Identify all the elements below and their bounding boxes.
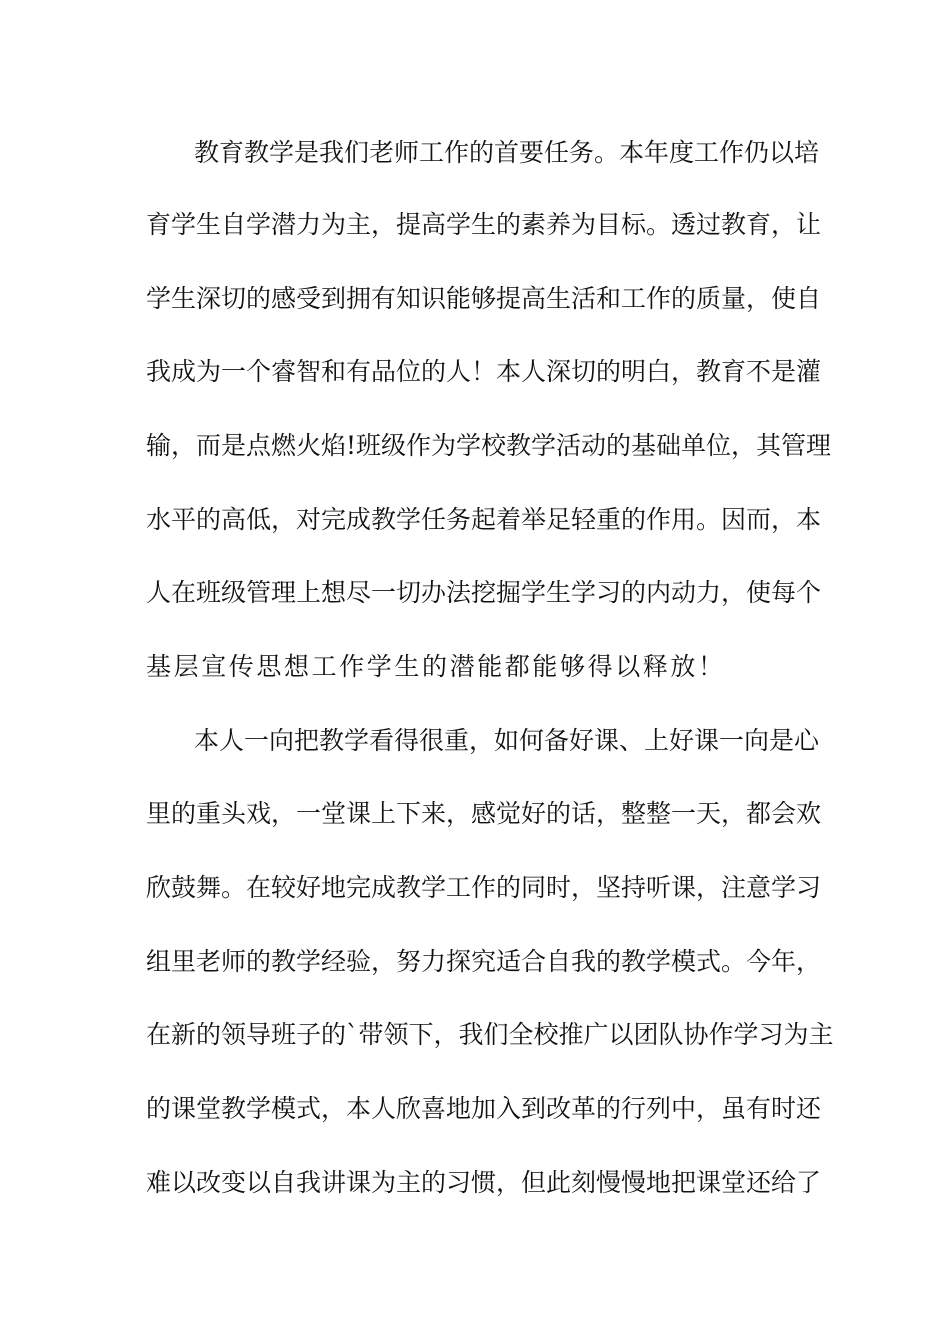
paragraph-2-line-1: 本人一向把教学看得很重，如何备好课、上好课一向是心 — [194, 726, 820, 755]
paragraph-2-line-7: 难以改变以自我讲课为主的习惯，但此刻慢慢地把课堂还给了 — [146, 1168, 822, 1197]
paragraph-1-line-7: 人在班级管理上想尽一切办法挖掘学生学习的内动力，使每个 — [146, 578, 822, 607]
paragraph-2-line-2: 里的重头戏，一堂课上下来，感觉好的话，整整一天，都会欢 — [146, 799, 822, 828]
paragraph-2-line-6: 的课堂教学模式，本人欣喜地加入到改革的行列中，虽有时还 — [146, 1094, 822, 1123]
paragraph-2-line-5: 在新的领导班子的`带领下，我们全校推广以团队协作学习为主 — [146, 1020, 834, 1049]
paragraph-1-line-5: 输，而是点燃火焰!班级作为学校教学活动的基础单位，其管理 — [146, 431, 832, 460]
paragraph-1-line-3: 学生深切的感受到拥有知识能够提高生活和工作的质量，使自 — [146, 284, 822, 313]
paragraph-1-line-4: 我成为一个睿智和有品位的人！本人深切的明白，教育不是灌 — [146, 357, 822, 386]
paragraph-1-line-1: 教育教学是我们老师工作的首要任务。本年度工作仍以培 — [194, 138, 820, 167]
paragraph-2-line-4: 组里老师的教学经验，努力探究适合自我的教学模式。今年， — [146, 947, 822, 976]
paragraph-1-line-6: 水平的高低，对完成教学任务起着举足轻重的作用。因而，本 — [146, 505, 822, 534]
paragraph-2-line-3: 欣鼓舞。在较好地完成教学工作的同时，坚持听课，注意学习 — [146, 873, 822, 902]
paragraph-1-line-2: 育学生自学潜力为主，提高学生的素养为目标。透过教育，让 — [146, 210, 822, 239]
paragraph-1-line-8: 基层宣传思想工作学生的潜能都能够得以释放！ — [146, 652, 726, 681]
